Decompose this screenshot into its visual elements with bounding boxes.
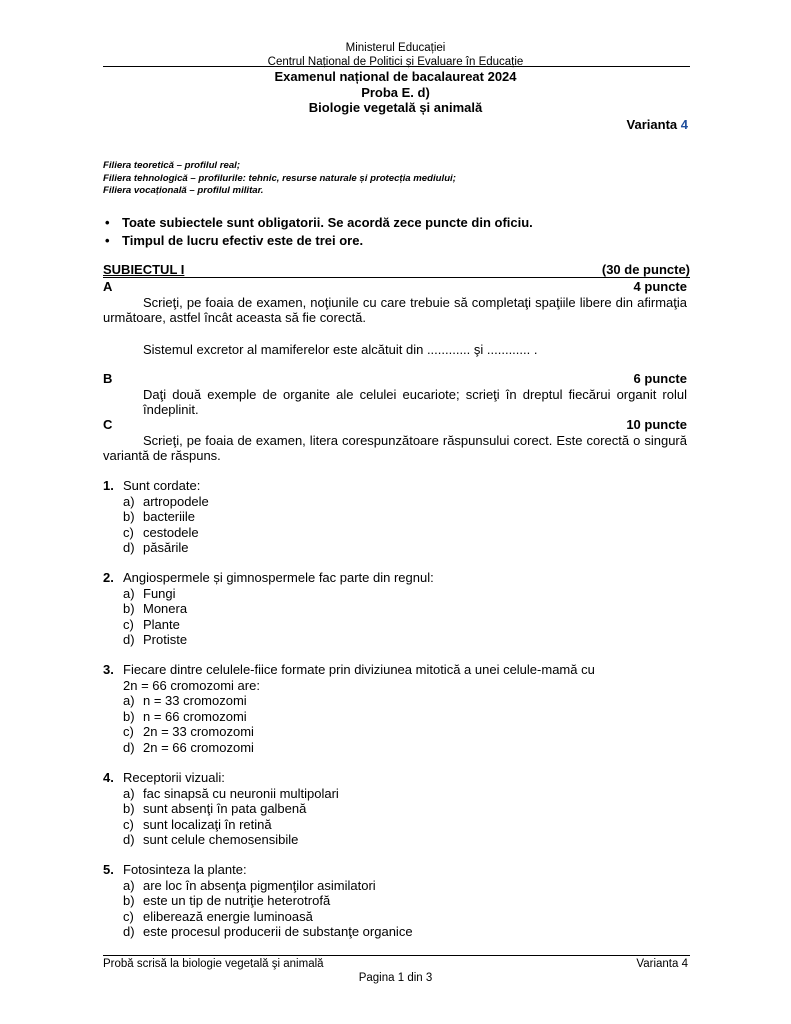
question-stem-continued: 2n = 66 cromozomi are: bbox=[123, 677, 260, 693]
section-b-instruction: Daţi două exemple de organite ale celulei eucariote; scrieţi în dreptul fiecărui organit rolul îndeplinit. bbox=[143, 386, 687, 417]
answer-option-d: d) este procesul producerii de substanţe organice bbox=[123, 924, 413, 939]
page-number: Pagina 1 din 3 bbox=[358, 972, 433, 984]
rule-item: • Toate subiectele sunt obligatorii. Se acordă zece puncte din oficiu. bbox=[103, 214, 533, 232]
variant-text: Varianta bbox=[626, 117, 678, 132]
question-1 bbox=[103, 478, 209, 556]
question-number: 1. bbox=[103, 478, 114, 493]
exam-title bbox=[0, 69, 791, 116]
ministry-name: Ministerul Educației bbox=[345, 42, 446, 54]
answer-option-a: a) n = 33 cromozomi bbox=[123, 693, 247, 708]
question-3 bbox=[103, 662, 595, 755]
question-2 bbox=[103, 570, 434, 648]
exam-rules bbox=[103, 214, 533, 250]
section-c-letter: C bbox=[103, 417, 113, 432]
answer-option-a: a) fac sinapsă cu neuronii multipolari bbox=[123, 785, 339, 801]
answer-option-a: a) Fungi bbox=[123, 585, 176, 601]
footer-variant: Varianta 4 bbox=[636, 958, 688, 970]
question-number: 3. bbox=[103, 662, 114, 677]
variant-label bbox=[627, 117, 688, 132]
answer-option-d: d) păsările bbox=[123, 540, 189, 555]
question-5 bbox=[103, 862, 413, 940]
exam-title-line3: Biologie vegetală și animală bbox=[308, 100, 483, 115]
answer-option-c: c) eliberează energie luminoasă bbox=[123, 908, 313, 924]
answer-option-d: d) sunt celule chemosensibile bbox=[123, 832, 299, 847]
subject-heading bbox=[103, 262, 690, 278]
page-header bbox=[0, 41, 791, 69]
answer-option-c: c) cestodele bbox=[123, 524, 199, 540]
section-b-letter: B bbox=[103, 371, 113, 386]
answer-option-b: b) bacteriile bbox=[123, 509, 196, 524]
section-c bbox=[103, 417, 687, 464]
section-b-points: 6 puncte bbox=[633, 371, 687, 386]
variant-number: 4 bbox=[680, 117, 688, 132]
question-stem: Fotosinteza la plante: bbox=[123, 862, 247, 877]
answer-option-c: c) sunt localizaţi în retină bbox=[123, 816, 272, 832]
filiere-list bbox=[103, 160, 456, 198]
answer-option-b: b) sunt absenţi în pata galbenă bbox=[123, 801, 307, 816]
section-c-points: 10 puncte bbox=[626, 417, 687, 432]
answer-option-b: b) Monera bbox=[123, 601, 188, 616]
rule-item: • Timpul de lucru efectiv este de trei ore. bbox=[103, 232, 533, 250]
question-stem: Sunt cordate: bbox=[123, 478, 201, 493]
question-stem: Fiecare dintre celulele-fiice formate prin diviziunea mitotică a unei celule-mamă cu bbox=[123, 662, 595, 677]
filiera-item: Filiera tehnologică – profilurile: tehnic, resurse naturale și protecția mediului; bbox=[103, 172, 456, 184]
answer-option-a: a) are loc în absenţa pigmenţilor asimilatori bbox=[123, 877, 376, 893]
section-a-letter: A bbox=[103, 279, 113, 294]
exam-title-line1: Examenul național de bacalaureat 2024 bbox=[274, 69, 517, 84]
header-divider bbox=[103, 66, 690, 67]
footer-exam-name: Probă scrisă la biologie vegetală şi animală bbox=[103, 958, 324, 970]
section-a-statement: Sistemul excretor al mamiferelor este alcătuit din ............ şi ............ . bbox=[143, 341, 538, 357]
section-b bbox=[103, 371, 687, 418]
filiera-item: Filiera teoretică – profilul real; bbox=[103, 160, 241, 171]
question-stem: Angiospermele și gimnospermele fac parte din regnul: bbox=[123, 570, 434, 585]
section-a-points: 4 puncte bbox=[633, 279, 687, 294]
question-number: 5. bbox=[103, 862, 114, 877]
filiera-item: Filiera vocațională – profilul militar. bbox=[103, 185, 264, 197]
question-number: 2. bbox=[103, 570, 114, 585]
center-name: Centrul Național de Politici și Evaluare în Educație bbox=[267, 56, 524, 68]
footer-divider bbox=[103, 955, 690, 956]
answer-option-d: d) Protiste bbox=[123, 632, 188, 647]
answer-option-b: b) n = 66 cromozomi bbox=[123, 708, 247, 724]
answer-option-a: a) artropodele bbox=[123, 493, 209, 509]
answer-option-d: d) 2n = 66 cromozomi bbox=[123, 739, 254, 755]
answer-option-c: c) Plante bbox=[123, 616, 180, 632]
section-a-instruction: Scrieţi, pe foaia de examen, noţiunile cu care trebuie să completaţi spaţiile libere din afirmaţia următoare, astfel încât aceasta să fie corectă. bbox=[103, 294, 687, 325]
question-4 bbox=[103, 770, 339, 848]
question-stem: Receptorii vizuali: bbox=[123, 770, 225, 785]
section-a bbox=[103, 279, 687, 357]
answer-option-c: c) 2n = 33 cromozomi bbox=[123, 724, 254, 739]
exam-title-line2: Proba E. d) bbox=[361, 84, 430, 100]
section-c-instruction: Scrieţi, pe foaia de examen, litera corespunzătoare răspunsului corect. Este corectă o singură variantă de răspuns. bbox=[103, 432, 687, 463]
subject-title: SUBIECTUL I bbox=[103, 262, 185, 277]
subject-points: (30 de puncte) bbox=[601, 262, 690, 277]
answer-option-b: b) este un tip de nutriţie heterotrofă bbox=[123, 893, 331, 908]
question-number: 4. bbox=[103, 770, 114, 785]
